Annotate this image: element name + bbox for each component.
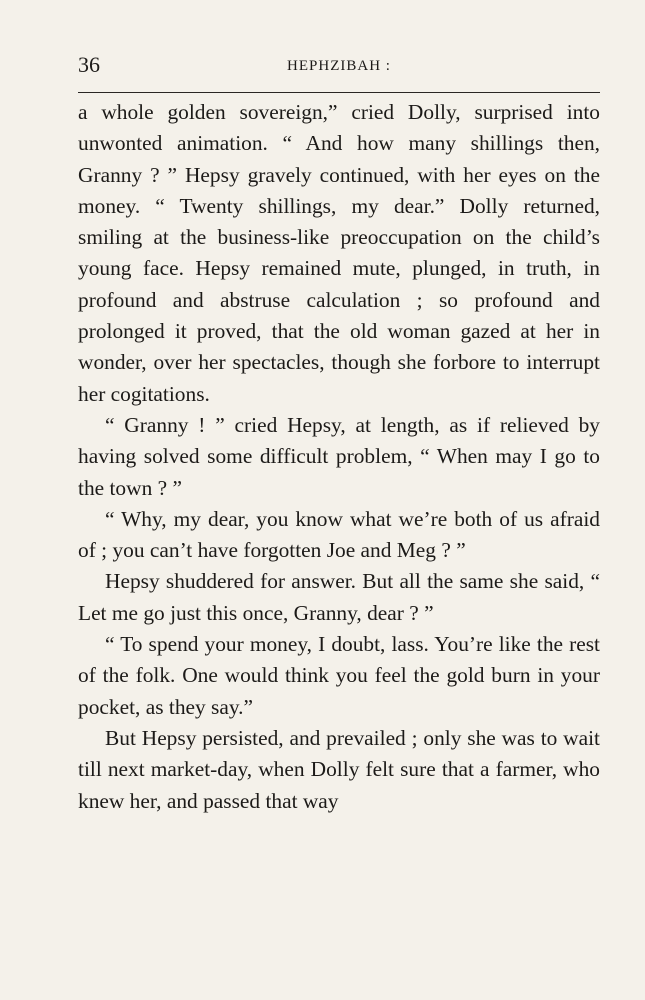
paragraph: “ Granny ! ” cried Hepsy, at length, as if relieved by having solved some difficult problem, “ When may I go to the town ? ” (78, 412, 600, 500)
page-header (78, 50, 600, 80)
page-number: 36 (78, 52, 100, 77)
paragraph: a whole golden sovereign,” cried Dolly, surprised into unwonted animation. “ And how many shillings then, Granny ? ” Hepsy gravely continued, with her eyes on the money. “ Twenty shillings, my dear.” Dolly returned, smiling at the business-like preoccupation on the child’s young face. Hepsy remained mute, plunged, in truth, in profound and abstruse calculation ; so profound and prolonged it proved, that the old woman gazed at her in wonder, over her spectacles, though she forbore to interrupt her cogitations. (78, 100, 600, 406)
paragraph: But Hepsy persisted, and prevailed ; only she was to wait till next market-day, when Dolly felt sure that a farmer, who knew her, and passed that way (78, 725, 600, 813)
paragraph: “ To spend your money, I doubt, lass. You’re like the rest of the folk. One would think you feel the gold burn in your pocket, as they say.” (78, 632, 600, 719)
header-rule (78, 92, 600, 93)
body-text (78, 97, 600, 817)
paragraph: Hepsy shuddered for answer. But all the same she said, “ Let me go just this once, Granny, dear ? ” (78, 569, 600, 625)
running-head: HEPHZIBAH : (287, 58, 391, 74)
paragraph: “ Why, my dear, you know what we’re both of us afraid of ; you can’t have forgotten Joe and Meg ? ” (78, 506, 600, 563)
